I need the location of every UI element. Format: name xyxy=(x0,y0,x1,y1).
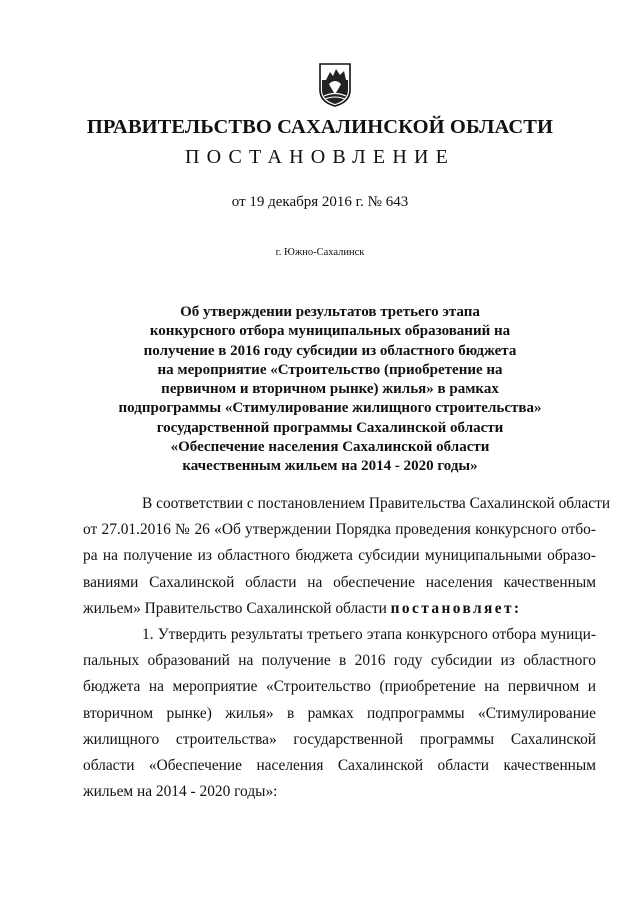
document-city: г. Южно-Сахалинск xyxy=(275,247,365,258)
subject-line: на мероприятие «Строительство (приобретение на xyxy=(157,361,503,378)
paragraph-line: В соответствии с постановлением Правительства Сахалинской области xyxy=(142,495,611,512)
paragraph-line: бюджета на мероприятие «Строительство (приобретение на первичном и xyxy=(83,678,596,696)
document-subject xyxy=(100,303,560,477)
paragraph-line xyxy=(83,596,596,622)
paragraph-line: жилищного строительства» государственной программы Сахалинской xyxy=(83,730,596,748)
subject-line: первичном и вторичном рынке) жилья» в рамках xyxy=(161,381,499,398)
paragraph-line: пальных образований на получение в 2016 году субсидии из областного xyxy=(83,652,596,670)
document-type: ПОСТАНОВЛЕНИЕ xyxy=(184,146,456,168)
government-title: ПРАВИТЕЛЬСТВО САХАЛИНСКОЙ ОБЛАСТИ xyxy=(86,116,554,138)
document-date-number: от 19 декабря 2016 г. № 643 xyxy=(231,194,409,210)
paragraph-line: от 27.01.2016 № 26 «Об утверждении Порядка проведения конкурсного отбо- xyxy=(83,521,596,539)
paragraph-line-text: жильем» Правительство Сахалинской области xyxy=(83,599,391,617)
paragraph-line: ваниями Сахалинской области на обеспечение населения качественным xyxy=(83,573,596,591)
subject-line: подпрограммы «Стимулирование жилищного строительства» xyxy=(118,400,542,417)
preamble-paragraph xyxy=(83,491,611,622)
item-1-paragraph xyxy=(83,622,596,805)
subject-line: конкурсного отбора муниципальных образований на xyxy=(149,323,511,340)
subject-line: получение в 2016 году субсидии из областного бюджета xyxy=(143,342,517,359)
paragraph-line: области «Обеспечение населения Сахалинской области качественным xyxy=(83,757,596,775)
paragraph-line: жильем на 2014 - 2020 годы»: xyxy=(83,783,278,801)
paragraph-line: вторичном рынке) жилья» в рамках подпрограммы «Стимулирование xyxy=(83,704,596,722)
subject-line: «Обеспечение населения Сахалинской области xyxy=(170,439,490,456)
subject-line: государственной программы Сахалинской области xyxy=(156,419,504,436)
paragraph-line: ра на получение из областного бюджета субсидии муниципальными образо- xyxy=(83,547,596,565)
paragraph-line: 1. Утвердить результаты третьего этапа конкурсного отбора муници- xyxy=(142,626,596,644)
document-body xyxy=(83,491,611,805)
subject-line: Об утверждении результатов третьего этапа xyxy=(180,304,480,320)
resolves-keyword: постановляет: xyxy=(390,599,522,617)
subject-line: качественным жильем на 2014 - 2020 годы» xyxy=(182,458,478,475)
sakhalin-coat-of-arms-icon xyxy=(318,60,352,108)
